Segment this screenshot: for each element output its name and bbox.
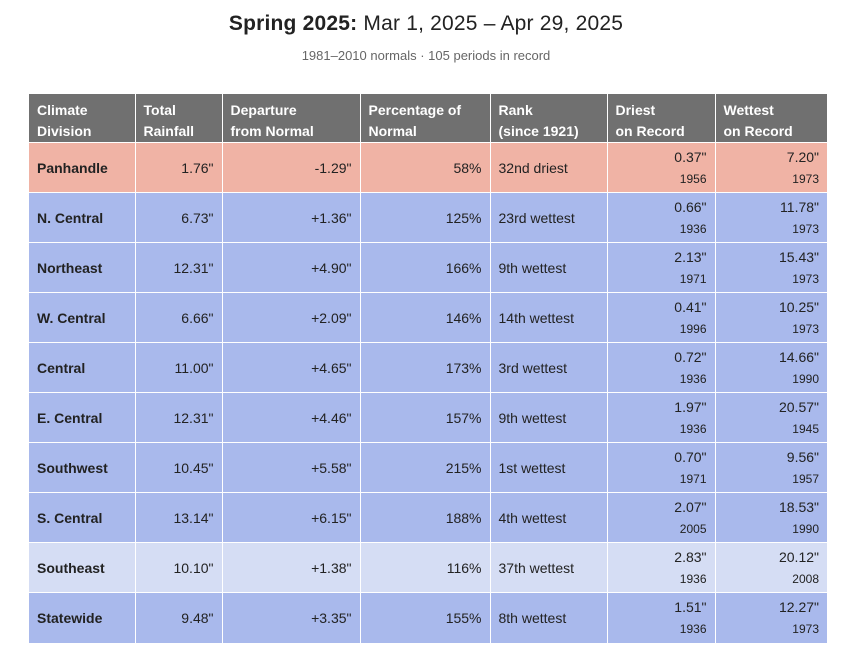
driest-value: 2.13" (674, 248, 707, 265)
cell-percentage: 146% (360, 293, 490, 343)
cell-departure: +1.38" (222, 543, 360, 593)
header-rank[interactable]: Rank (since 1921) (490, 94, 607, 143)
wettest-year: 2008 (792, 571, 819, 586)
cell-rank: 1st wettest (490, 443, 607, 493)
table-row (29, 293, 827, 343)
wettest-value: 12.27" (778, 598, 819, 615)
wettest-year: 1973 (792, 621, 819, 636)
table-row (29, 193, 827, 243)
cell-percentage: 173% (360, 343, 490, 393)
table-header-row (29, 94, 827, 143)
cell-driest (607, 143, 715, 193)
cell-departure: +4.90" (222, 243, 360, 293)
wettest-value: 7.20" (786, 148, 819, 165)
cell-rank: 37th wettest (490, 543, 607, 593)
cell-percentage: 215% (360, 443, 490, 493)
driest-year: 1971 (679, 471, 707, 486)
cell-total-rainfall: 9.48" (135, 593, 222, 643)
page-title (0, 12, 852, 36)
cell-wettest (715, 343, 827, 393)
cell-driest (607, 443, 715, 493)
table-body (29, 143, 827, 643)
wettest-value: 11.78" (780, 198, 819, 215)
cell-rank: 9th wettest (490, 393, 607, 443)
cell-rank: 3rd wettest (490, 343, 607, 393)
cell-division: W. Central (29, 293, 135, 343)
cell-total-rainfall: 10.45" (135, 443, 222, 493)
table-row (29, 493, 827, 543)
cell-total-rainfall: 6.73" (135, 193, 222, 243)
wettest-value: 9.56" (786, 448, 819, 465)
wettest-value: 14.66" (778, 348, 819, 365)
cell-wettest (715, 443, 827, 493)
wettest-year: 1973 (792, 271, 819, 286)
cell-total-rainfall: 13.14" (135, 493, 222, 543)
header-departure[interactable]: Departure from Normal (222, 94, 360, 143)
cell-wettest (715, 593, 827, 643)
cell-driest (607, 293, 715, 343)
wettest-value: 15.43" (778, 248, 819, 265)
cell-percentage: 58% (360, 143, 490, 193)
cell-wettest (715, 143, 827, 193)
wettest-year: 1973 (792, 171, 819, 186)
cell-departure: +2.09" (222, 293, 360, 343)
cell-wettest (715, 293, 827, 343)
driest-year: 1936 (679, 421, 707, 436)
header-total-rainfall[interactable]: Total Rainfall (135, 94, 222, 143)
cell-driest (607, 193, 715, 243)
page-subtitle: 1981–2010 normals · 105 periods in record (301, 48, 551, 63)
table-row (29, 243, 827, 293)
table-row (29, 143, 827, 193)
cell-percentage: 125% (360, 193, 490, 243)
cell-departure: +1.36" (222, 193, 360, 243)
cell-division: Panhandle (29, 143, 135, 193)
driest-value: 0.41" (674, 298, 707, 315)
table-row (29, 593, 827, 643)
cell-percentage: 188% (360, 493, 490, 543)
cell-driest (607, 243, 715, 293)
title-season: Spring 2025: (228, 12, 358, 35)
driest-year: 1971 (679, 271, 707, 286)
cell-rank: 4th wettest (490, 493, 607, 543)
driest-value: 1.97" (674, 398, 707, 415)
driest-value: 0.72" (674, 348, 707, 365)
cell-total-rainfall: 12.31" (135, 243, 222, 293)
cell-driest (607, 343, 715, 393)
cell-division: Southwest (29, 443, 135, 493)
header-climate-division[interactable]: Climate Division (29, 94, 135, 143)
wettest-value: 18.53" (778, 498, 819, 515)
cell-driest (607, 593, 715, 643)
cell-wettest (715, 243, 827, 293)
cell-departure: +4.65" (222, 343, 360, 393)
cell-division: E. Central (29, 393, 135, 443)
rainfall-table (29, 94, 827, 643)
wettest-value: 10.25" (778, 298, 819, 315)
cell-departure: -1.29" (222, 143, 360, 193)
wettest-year: 1990 (792, 521, 819, 536)
cell-rank: 32nd driest (490, 143, 607, 193)
cell-total-rainfall: 1.76" (135, 143, 222, 193)
cell-division: N. Central (29, 193, 135, 243)
header-driest[interactable]: Driest on Record (607, 94, 715, 143)
table-row (29, 343, 827, 393)
driest-value: 0.66" (674, 198, 707, 215)
cell-driest (607, 493, 715, 543)
cell-division: Northeast (29, 243, 135, 293)
wettest-year: 1973 (792, 321, 819, 336)
cell-departure: +4.46" (222, 393, 360, 443)
driest-year: 1996 (679, 321, 707, 336)
cell-wettest (715, 393, 827, 443)
driest-value: 2.83" (674, 548, 707, 565)
wettest-year: 1973 (792, 221, 819, 236)
wettest-value: 20.57" (778, 398, 819, 415)
cell-division: Central (29, 343, 135, 393)
driest-year: 1936 (679, 221, 707, 236)
cell-rank: 14th wettest (490, 293, 607, 343)
cell-departure: +5.58" (222, 443, 360, 493)
cell-division: S. Central (29, 493, 135, 543)
cell-rank: 23rd wettest (490, 193, 607, 243)
header-wettest[interactable]: Wettest on Record (715, 94, 827, 143)
cell-driest (607, 393, 715, 443)
cell-total-rainfall: 11.00" (135, 343, 222, 393)
cell-wettest (715, 193, 827, 243)
cell-wettest (715, 543, 827, 593)
cell-departure: +6.15" (222, 493, 360, 543)
wettest-year: 1945 (792, 421, 819, 436)
cell-rank: 9th wettest (490, 243, 607, 293)
cell-division: Southeast (29, 543, 135, 593)
driest-value: 1.51" (674, 598, 707, 615)
driest-year: 1936 (679, 371, 707, 386)
cell-total-rainfall: 10.10" (135, 543, 222, 593)
cell-total-rainfall: 12.31" (135, 393, 222, 443)
driest-year: 1956 (679, 171, 707, 186)
wettest-year: 1957 (792, 471, 819, 486)
driest-value: 0.37" (674, 148, 707, 165)
cell-percentage: 157% (360, 393, 490, 443)
table-row (29, 393, 827, 443)
driest-value: 0.70" (674, 448, 707, 465)
driest-year: 2005 (679, 521, 707, 536)
table-row (29, 543, 827, 593)
table-row (29, 443, 827, 493)
cell-percentage: 155% (360, 593, 490, 643)
title-date-range: Mar 1, 2025 – Apr 29, 2025 (363, 12, 624, 35)
driest-year: 1936 (679, 571, 707, 586)
cell-division: Statewide (29, 593, 135, 643)
wettest-value: 20.12" (778, 548, 819, 565)
cell-percentage: 166% (360, 243, 490, 293)
cell-driest (607, 543, 715, 593)
header-percentage[interactable]: Percentage of Normal (360, 94, 490, 143)
cell-total-rainfall: 6.66" (135, 293, 222, 343)
driest-value: 2.07" (674, 498, 707, 515)
cell-percentage: 116% (360, 543, 490, 593)
cell-wettest (715, 493, 827, 543)
wettest-year: 1990 (792, 371, 819, 386)
cell-rank: 8th wettest (490, 593, 607, 643)
driest-year: 1936 (679, 621, 707, 636)
cell-departure: +3.35" (222, 593, 360, 643)
